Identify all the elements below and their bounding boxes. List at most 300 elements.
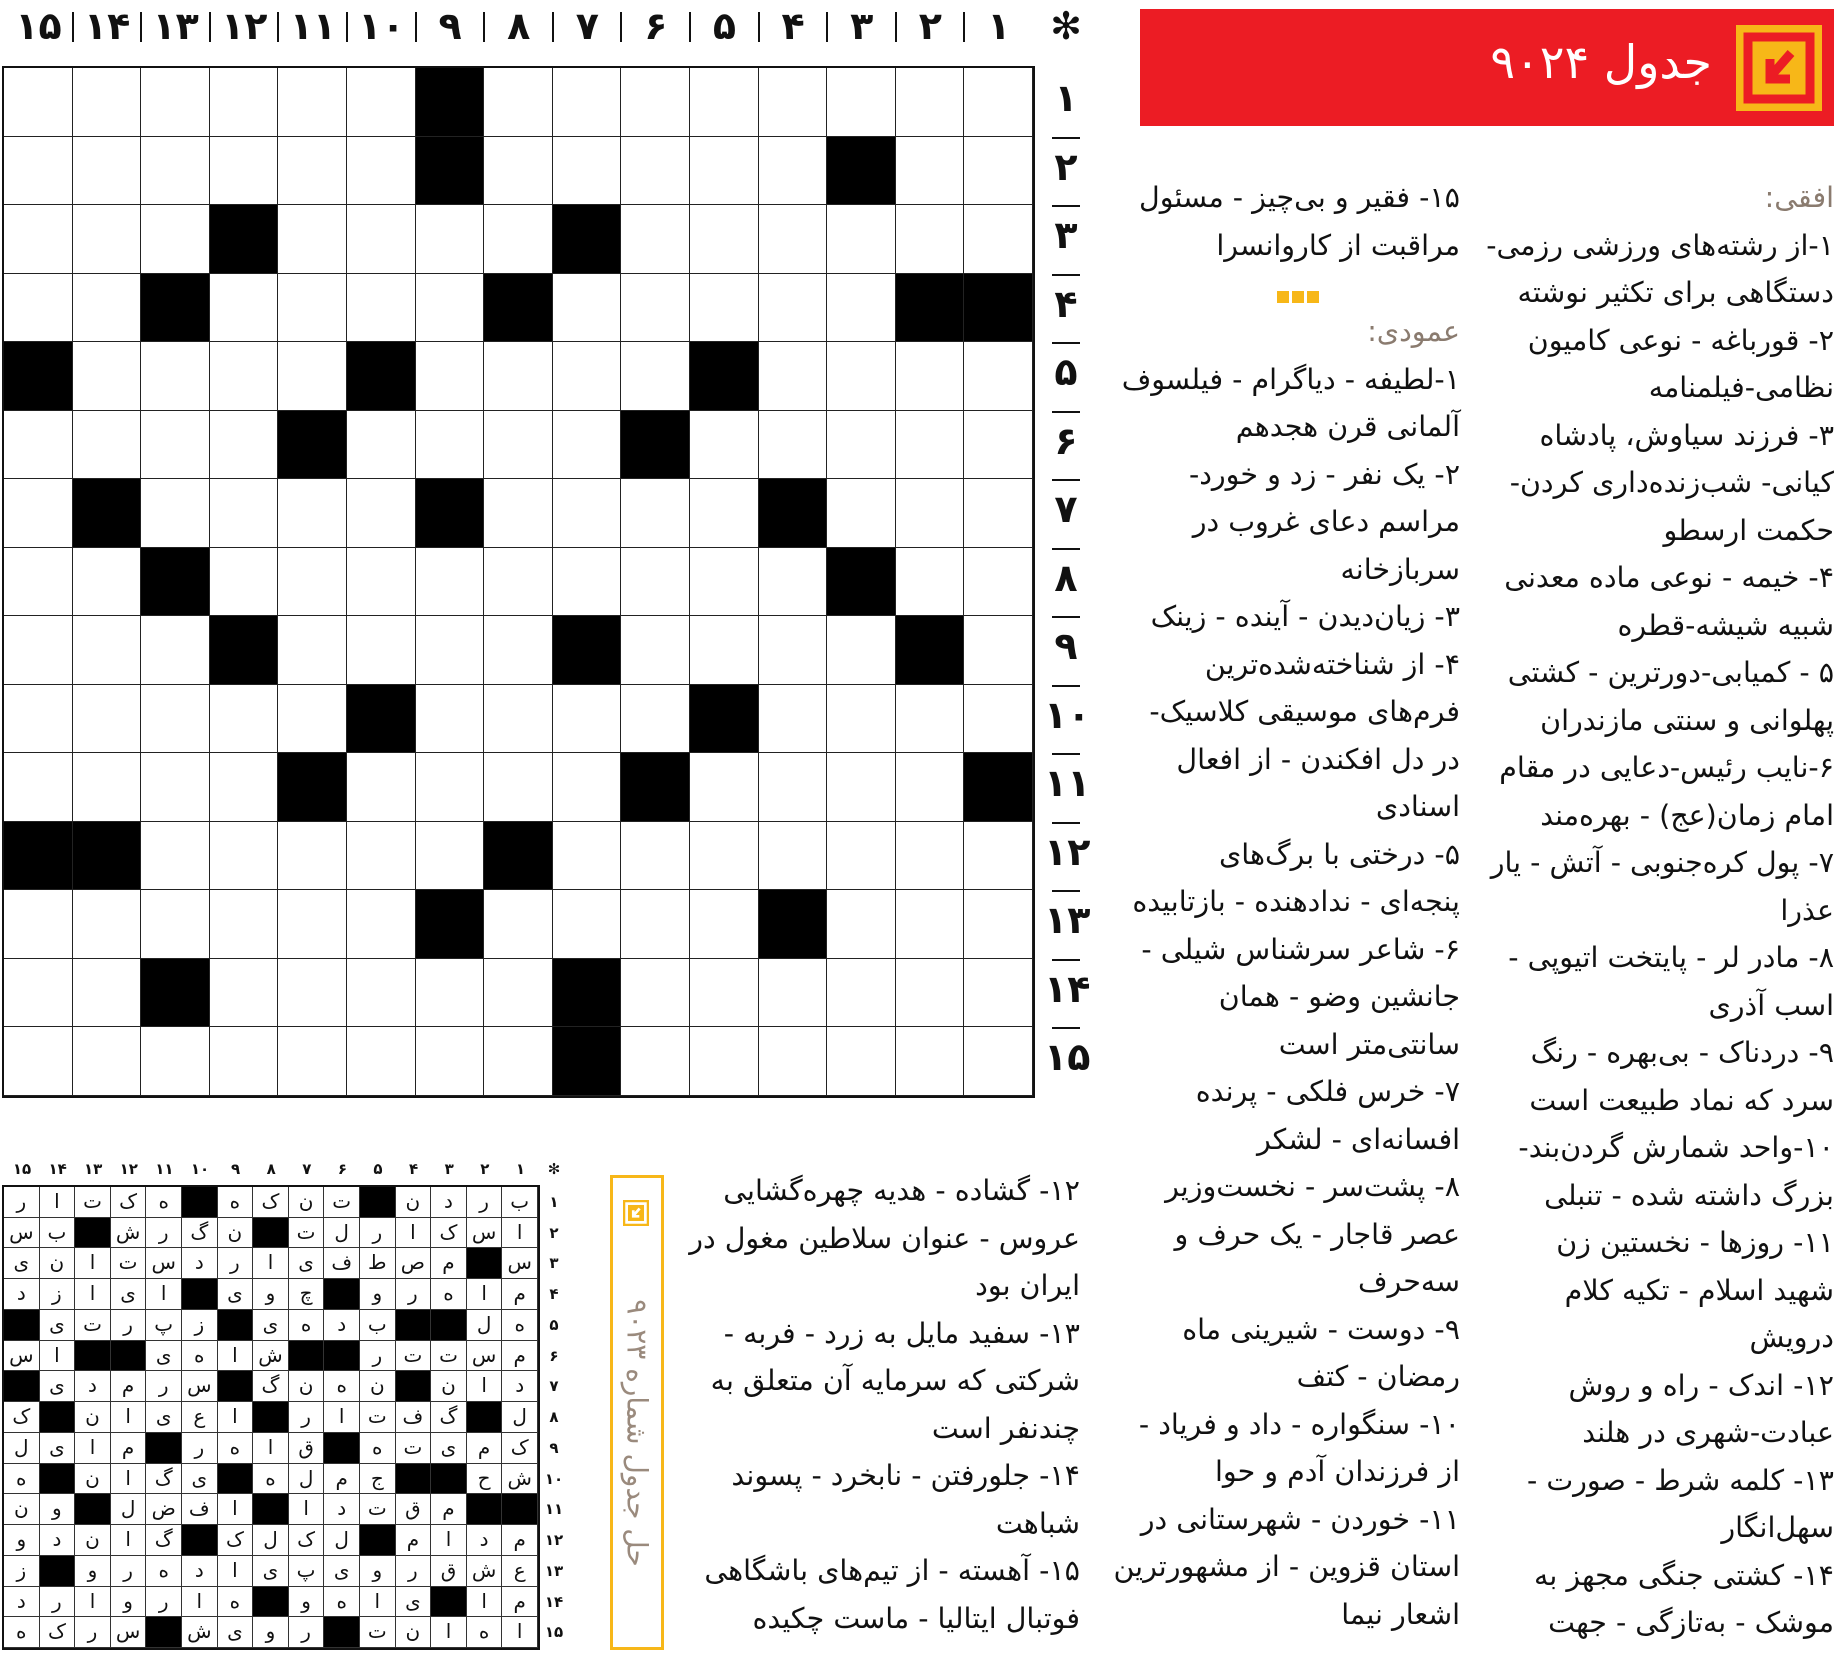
answer-cell[interactable] — [347, 205, 416, 274]
clue-line: درویش — [1749, 1321, 1834, 1354]
answer-cell[interactable] — [621, 959, 690, 1028]
solution-row-number: ۱۳ — [544, 1561, 564, 1580]
answer-cell[interactable] — [964, 205, 1033, 274]
answer-cell[interactable] — [73, 959, 142, 1028]
answer-cell[interactable] — [73, 342, 142, 411]
answer-cell[interactable] — [73, 137, 142, 206]
answer-cell[interactable] — [347, 479, 416, 548]
answer-cell[interactable] — [621, 205, 690, 274]
answer-cell[interactable] — [964, 616, 1033, 685]
clue-line: اسنادی — [1375, 790, 1460, 823]
row-separator — [1052, 959, 1080, 961]
answer-cell[interactable] — [827, 411, 896, 480]
clue-line: سربازخانه — [1340, 552, 1460, 586]
solution-letter-cell: م — [467, 1433, 503, 1464]
clue-line: ۱۲- اندک - راه و روش — [1568, 1368, 1834, 1402]
solution-column-number: ۴ — [409, 1160, 419, 1178]
solution-letter-cell: ز — [40, 1279, 76, 1310]
solution-block-cell — [431, 1310, 467, 1341]
answer-cell[interactable] — [278, 1027, 347, 1096]
answer-cell[interactable] — [4, 548, 73, 617]
answer-cell[interactable] — [484, 959, 553, 1028]
clue-line: سه‌حرف — [1357, 1265, 1460, 1298]
answer-cell[interactable] — [278, 68, 347, 137]
clue-line: عصر قاجار - یک حرف و — [1174, 1217, 1460, 1251]
answer-cell[interactable] — [347, 548, 416, 617]
solution-letter-cell: س — [4, 1218, 40, 1249]
answer-cell[interactable] — [964, 548, 1033, 617]
row-separator — [1052, 479, 1080, 481]
solution-letter-cell: ه — [218, 1187, 254, 1218]
solution-block-cell — [396, 1464, 432, 1495]
answer-cell[interactable] — [347, 1027, 416, 1096]
answer-cell[interactable] — [210, 1027, 279, 1096]
answer-cell[interactable] — [553, 753, 622, 822]
answer-cell[interactable] — [278, 685, 347, 754]
solution-letter-cell: ن — [40, 1248, 76, 1279]
solution-letter-cell: ل — [253, 1525, 289, 1556]
answer-cell[interactable] — [73, 411, 142, 480]
answer-cell[interactable] — [141, 1027, 210, 1096]
answer-cell[interactable] — [347, 616, 416, 685]
answer-cell[interactable] — [759, 342, 828, 411]
solution-letter-cell: ا — [467, 1371, 503, 1402]
answer-cell[interactable] — [690, 753, 759, 822]
solution-letter-cell: ش — [111, 1218, 147, 1249]
answer-cell[interactable] — [827, 822, 896, 891]
answer-cell[interactable] — [896, 137, 965, 206]
answer-cell[interactable] — [484, 890, 553, 959]
solution-letter-cell: و — [253, 1617, 289, 1648]
solution-letter-cell: ه — [182, 1341, 218, 1372]
solution-letter-cell: ر — [111, 1310, 147, 1341]
solution-letter-cell: ه — [146, 1556, 182, 1587]
block-cell — [73, 479, 142, 548]
answer-cell[interactable] — [141, 685, 210, 754]
solution-block-cell — [431, 1464, 467, 1495]
solution-block-cell — [4, 1310, 40, 1341]
answer-cell[interactable] — [141, 137, 210, 206]
answer-cell[interactable] — [4, 685, 73, 754]
answer-cell[interactable] — [278, 616, 347, 685]
answer-cell[interactable] — [964, 411, 1033, 480]
solution-letter-cell: و — [111, 1587, 147, 1618]
answer-cell[interactable] — [621, 1027, 690, 1096]
answer-cell[interactable] — [347, 68, 416, 137]
solution-letter-cell: ر — [396, 1556, 432, 1587]
answer-cell[interactable] — [690, 205, 759, 274]
answer-cell[interactable] — [964, 68, 1033, 137]
answer-cell[interactable] — [141, 753, 210, 822]
answer-cell[interactable] — [141, 890, 210, 959]
answer-cell[interactable] — [690, 959, 759, 1028]
solution-column-number: ۵ — [373, 1160, 383, 1178]
answer-cell[interactable] — [73, 274, 142, 343]
answer-cell[interactable] — [141, 822, 210, 891]
clue-line: دستگاهی برای تکثیر نوشته — [1517, 276, 1834, 309]
answer-cell[interactable] — [690, 479, 759, 548]
answer-cell[interactable] — [484, 616, 553, 685]
answer-cell[interactable] — [278, 137, 347, 206]
solution-letter-cell: ت — [396, 1433, 432, 1464]
solution-letter-cell: ر — [111, 1556, 147, 1587]
answer-cell[interactable] — [827, 342, 896, 411]
answer-cell[interactable] — [4, 959, 73, 1028]
solution-block-cell — [431, 1587, 467, 1618]
answer-cell[interactable] — [759, 959, 828, 1028]
solution-letter-cell: ا — [253, 1248, 289, 1279]
answer-cell[interactable] — [827, 685, 896, 754]
solution-row-number: ۶ — [549, 1346, 559, 1365]
row-separator — [1052, 205, 1080, 207]
answer-cell[interactable] — [827, 274, 896, 343]
solution-letter-cell: ا — [502, 1617, 538, 1648]
solution-letter-cell: ک — [502, 1433, 538, 1464]
answer-cell[interactable] — [759, 411, 828, 480]
answer-cell[interactable] — [210, 685, 279, 754]
answer-cell[interactable] — [278, 890, 347, 959]
solution-letter-cell: ی — [182, 1464, 218, 1495]
answer-cell[interactable] — [896, 342, 965, 411]
solution-letter-cell: ا — [502, 1218, 538, 1249]
clue-line: امام زمان(عج) - بهره‌مند — [1540, 798, 1834, 832]
answer-cell[interactable] — [827, 753, 896, 822]
answer-cell[interactable] — [690, 411, 759, 480]
answer-cell[interactable] — [210, 959, 279, 1028]
answer-cell[interactable] — [73, 753, 142, 822]
solution-block-cell — [75, 1218, 111, 1249]
solution-letter-cell: ی — [4, 1248, 40, 1279]
answer-cell[interactable] — [690, 616, 759, 685]
clue-line: عذرا — [1780, 893, 1834, 927]
answer-cell[interactable] — [964, 479, 1033, 548]
clue-line: در دل افکندن - از افعال — [1176, 742, 1460, 776]
answer-cell[interactable] — [484, 137, 553, 206]
answer-cell[interactable] — [278, 205, 347, 274]
solution-letter-cell: گ — [182, 1218, 218, 1249]
solution-letter-cell: م — [111, 1433, 147, 1464]
answer-cell[interactable] — [4, 1027, 73, 1096]
answer-cell[interactable] — [621, 479, 690, 548]
solution-column-number: ۶ — [337, 1160, 347, 1178]
crossword-grid[interactable] — [2, 66, 1035, 1098]
answer-cell[interactable] — [553, 137, 622, 206]
solution-block-cell — [218, 1371, 254, 1402]
answer-cell[interactable] — [210, 137, 279, 206]
answer-cell[interactable] — [278, 548, 347, 617]
answer-cell[interactable] — [141, 616, 210, 685]
answer-cell[interactable] — [827, 616, 896, 685]
answer-cell[interactable] — [759, 685, 828, 754]
solution-letter-cell: ن — [431, 1371, 467, 1402]
answer-cell[interactable] — [141, 479, 210, 548]
answer-cell[interactable] — [278, 479, 347, 548]
answer-cell[interactable] — [4, 411, 73, 480]
answer-cell[interactable] — [827, 1027, 896, 1096]
clue-line: ۱۵- آهسته - از تیم‌های باشگاهی — [704, 1554, 1080, 1587]
answer-cell[interactable] — [278, 822, 347, 891]
answer-cell[interactable] — [827, 205, 896, 274]
answer-cell[interactable] — [896, 205, 965, 274]
solution-column-number: ۱۱ — [155, 1160, 174, 1178]
answer-cell[interactable] — [827, 959, 896, 1028]
answer-cell[interactable] — [621, 822, 690, 891]
answer-cell[interactable] — [484, 548, 553, 617]
answer-cell[interactable] — [416, 685, 485, 754]
answer-cell[interactable] — [896, 753, 965, 822]
answer-cell[interactable] — [416, 959, 485, 1028]
answer-cell[interactable] — [964, 685, 1033, 754]
answer-cell[interactable] — [210, 342, 279, 411]
answer-cell[interactable] — [690, 1027, 759, 1096]
answer-cell[interactable] — [210, 274, 279, 343]
answer-cell[interactable] — [896, 1027, 965, 1096]
solution-row-number: ۳ — [549, 1254, 559, 1273]
clue-line: پهلوانی و سنتی مازندران — [1540, 703, 1834, 737]
answer-cell[interactable] — [416, 616, 485, 685]
answer-cell[interactable] — [73, 68, 142, 137]
answer-cell[interactable] — [553, 479, 622, 548]
answer-cell[interactable] — [4, 753, 73, 822]
solution-letter-cell: ر — [289, 1617, 325, 1648]
answer-cell[interactable] — [621, 274, 690, 343]
answer-cell[interactable] — [484, 1027, 553, 1096]
answer-cell[interactable] — [690, 890, 759, 959]
solution-letter-cell: ت — [289, 1218, 325, 1249]
clue-line: ۴- از شناخته‌شده‌ترین — [1204, 647, 1460, 681]
clue-line: عبادت-شهری در هلند — [1582, 1416, 1834, 1449]
answer-cell[interactable] — [210, 68, 279, 137]
solution-letter-cell: ر — [182, 1433, 218, 1464]
answer-cell[interactable] — [416, 822, 485, 891]
answer-cell[interactable] — [278, 959, 347, 1028]
solution-letter-cell: ی — [111, 1279, 147, 1310]
solution-column-number: ۷ — [302, 1160, 312, 1178]
answer-cell[interactable] — [964, 890, 1033, 959]
answer-cell[interactable] — [827, 890, 896, 959]
answer-cell[interactable] — [210, 753, 279, 822]
answer-cell[interactable] — [759, 137, 828, 206]
solution-letter-cell: ع — [502, 1556, 538, 1587]
clue-line: شهید اسلام - تکیه کلام — [1564, 1273, 1834, 1307]
solution-letter-cell: ی — [218, 1279, 254, 1310]
solution-block-cell — [289, 1341, 325, 1372]
row-number: ۱۴ — [1044, 966, 1091, 1011]
answer-cell[interactable] — [896, 959, 965, 1028]
block-cell — [621, 411, 690, 480]
solution-letter-cell: د — [75, 1371, 111, 1402]
answer-cell[interactable] — [621, 890, 690, 959]
answer-cell[interactable] — [621, 548, 690, 617]
answer-cell[interactable] — [553, 685, 622, 754]
column-number: ۳ — [850, 4, 874, 48]
answer-cell[interactable] — [4, 137, 73, 206]
answer-cell[interactable] — [621, 685, 690, 754]
answer-cell[interactable] — [553, 822, 622, 891]
answer-cell[interactable] — [210, 548, 279, 617]
solution-letter-cell: ه — [218, 1433, 254, 1464]
answer-cell[interactable] — [4, 205, 73, 274]
answer-cell[interactable] — [553, 342, 622, 411]
solution-letter-cell: ع — [182, 1402, 218, 1433]
answer-cell[interactable] — [278, 342, 347, 411]
answer-cell[interactable] — [347, 137, 416, 206]
solution-letter-cell: ت — [360, 1494, 396, 1525]
answer-cell[interactable] — [278, 274, 347, 343]
answer-cell[interactable] — [484, 479, 553, 548]
answer-cell[interactable] — [210, 890, 279, 959]
answer-cell[interactable] — [484, 68, 553, 137]
answer-cell[interactable] — [690, 274, 759, 343]
answer-cell[interactable] — [73, 616, 142, 685]
answer-cell[interactable] — [416, 205, 485, 274]
answer-cell[interactable] — [759, 68, 828, 137]
answer-cell[interactable] — [759, 1027, 828, 1096]
answer-cell[interactable] — [964, 137, 1033, 206]
column-number: ۹ — [438, 4, 462, 48]
answer-cell[interactable] — [416, 411, 485, 480]
answer-cell[interactable] — [210, 411, 279, 480]
answer-cell[interactable] — [484, 685, 553, 754]
answer-cell[interactable] — [964, 1027, 1033, 1096]
answer-cell[interactable] — [964, 822, 1033, 891]
answer-cell[interactable] — [484, 411, 553, 480]
answer-cell[interactable] — [896, 685, 965, 754]
answer-cell[interactable] — [553, 68, 622, 137]
answer-cell[interactable] — [141, 411, 210, 480]
answer-cell[interactable] — [759, 822, 828, 891]
solution-letter-cell: ا — [289, 1494, 325, 1525]
answer-cell[interactable] — [347, 411, 416, 480]
answer-cell[interactable] — [416, 548, 485, 617]
clue-line: ۱-از رشته‌های ورزشی رزمی- — [1486, 228, 1834, 262]
clue-line: ۱۱- روزها - نخستین زن — [1556, 1226, 1834, 1259]
answer-cell[interactable] — [4, 890, 73, 959]
answer-cell[interactable] — [4, 616, 73, 685]
solution-letter-cell: و — [360, 1556, 396, 1587]
column-number: ۸ — [507, 4, 531, 48]
answer-cell[interactable] — [73, 205, 142, 274]
answer-cell[interactable] — [141, 205, 210, 274]
clue-line: ۱۳- سفید مایل به زرد - فربه - — [723, 1316, 1080, 1350]
answer-cell[interactable] — [484, 205, 553, 274]
across-clues-continued — [1140, 174, 1460, 269]
answer-cell[interactable] — [4, 274, 73, 343]
answer-cell[interactable] — [141, 68, 210, 137]
separator-dots-icon — [1277, 288, 1322, 307]
answer-cell[interactable] — [347, 890, 416, 959]
answer-cell[interactable] — [827, 479, 896, 548]
clue-line: شباهت — [995, 1506, 1080, 1540]
clue-line: ۲- یک نفر - زد و خورد- — [1188, 457, 1460, 491]
clue-line: ۳- زیان‌دیدن - آینده - زینک — [1150, 600, 1460, 633]
answer-cell[interactable] — [759, 205, 828, 274]
answer-cell[interactable] — [73, 548, 142, 617]
clue-line: ۹- دردناک - بی‌بهره - رنگ — [1530, 1036, 1834, 1069]
answer-cell[interactable] — [621, 68, 690, 137]
answer-cell[interactable] — [553, 274, 622, 343]
answer-cell[interactable] — [690, 548, 759, 617]
row-separator — [1052, 1027, 1080, 1029]
answer-cell[interactable] — [621, 137, 690, 206]
solution-row-number: ۱۱ — [544, 1500, 564, 1519]
solution-letter-cell: گ — [253, 1371, 289, 1402]
column-number: ۱۵ — [15, 4, 62, 48]
answer-cell[interactable] — [896, 68, 965, 137]
answer-cell[interactable] — [347, 959, 416, 1028]
answer-cell[interactable] — [896, 479, 965, 548]
answer-cell[interactable] — [210, 822, 279, 891]
answer-cell[interactable] — [896, 890, 965, 959]
answer-cell[interactable] — [690, 137, 759, 206]
answer-cell[interactable] — [347, 274, 416, 343]
solution-letter-cell: ن — [218, 1218, 254, 1249]
answer-cell[interactable] — [141, 342, 210, 411]
answer-cell[interactable] — [553, 411, 622, 480]
answer-cell[interactable] — [896, 411, 965, 480]
answer-cell[interactable] — [73, 1027, 142, 1096]
answer-cell[interactable] — [759, 548, 828, 617]
clue-line: ۱۰-واحد شمارش گردن‌بند- — [1518, 1131, 1834, 1164]
solution-row-number: ۴ — [549, 1285, 559, 1304]
answer-cell[interactable] — [964, 959, 1033, 1028]
answer-cell[interactable] — [484, 753, 553, 822]
answer-cell[interactable] — [416, 753, 485, 822]
clue-line: عروس - عنوان سلاطین مغول در — [689, 1221, 1080, 1255]
solution-row-number: ۱ — [549, 1193, 559, 1211]
answer-cell[interactable] — [553, 548, 622, 617]
answer-cell[interactable] — [73, 685, 142, 754]
answer-cell[interactable] — [896, 822, 965, 891]
block-cell — [210, 205, 279, 274]
solution-letter-cell: ک — [4, 1402, 40, 1433]
row-number: ۲ — [1054, 144, 1078, 189]
answer-cell[interactable] — [347, 753, 416, 822]
answer-cell[interactable] — [416, 342, 485, 411]
answer-cell[interactable] — [484, 342, 553, 411]
answer-cell[interactable] — [416, 1027, 485, 1096]
answer-cell[interactable] — [827, 68, 896, 137]
solution-letter-cell: ت — [360, 1402, 396, 1433]
solution-letter-cell: ی — [40, 1371, 76, 1402]
solution-column-number: ۳ — [444, 1160, 454, 1178]
answer-cell[interactable] — [759, 753, 828, 822]
block-cell — [4, 342, 73, 411]
solution-letter-cell: ا — [431, 1617, 467, 1648]
answer-cell[interactable] — [896, 548, 965, 617]
row-separator — [1052, 137, 1080, 139]
answer-cell[interactable] — [759, 616, 828, 685]
answer-cell[interactable] — [621, 342, 690, 411]
answer-cell[interactable] — [347, 822, 416, 891]
answer-cell[interactable] — [759, 274, 828, 343]
solution-letter-cell: ب — [502, 1187, 538, 1218]
answer-cell[interactable] — [553, 890, 622, 959]
answer-cell[interactable] — [621, 616, 690, 685]
answer-cell[interactable] — [73, 890, 142, 959]
answer-cell[interactable] — [690, 68, 759, 137]
row-separator — [1052, 616, 1080, 618]
answer-cell[interactable] — [690, 822, 759, 891]
clue-line: ۱-لطیفه - دیاگرام - فیلسوف — [1121, 362, 1460, 396]
solution-letter-cell: ه — [324, 1371, 360, 1402]
answer-cell[interactable] — [210, 479, 279, 548]
answer-cell[interactable] — [4, 479, 73, 548]
answer-cell[interactable] — [416, 274, 485, 343]
answer-cell[interactable] — [4, 68, 73, 137]
solution-letter-cell: ت — [75, 1187, 111, 1218]
answer-cell[interactable] — [964, 342, 1033, 411]
